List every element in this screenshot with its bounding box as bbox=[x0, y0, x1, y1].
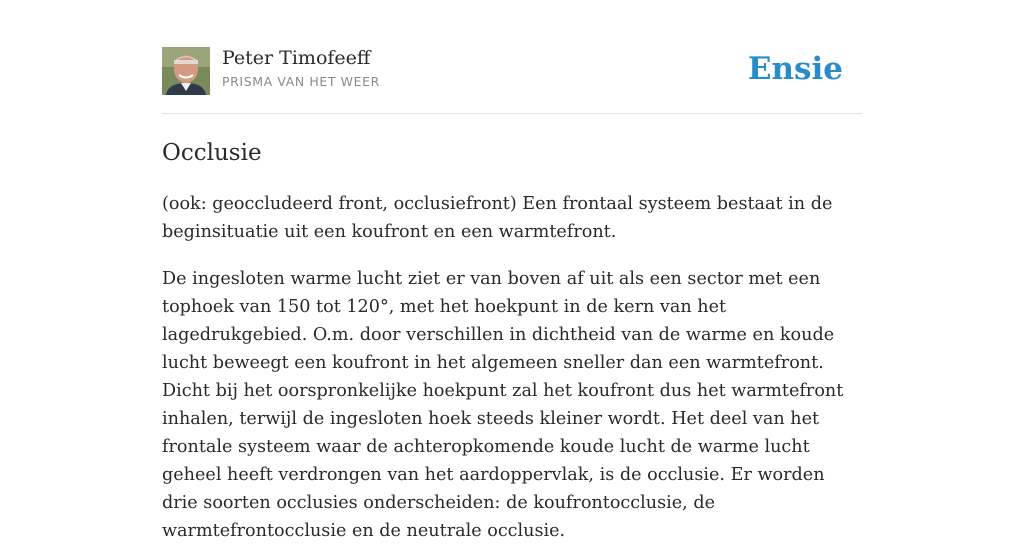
author-subtitle[interactable]: PRISMA VAN HET WEER bbox=[222, 74, 380, 89]
avatar[interactable] bbox=[162, 47, 210, 95]
content-column bbox=[162, 0, 862, 541]
article-paragraph: De ingesloten warme lucht ziet er van boven af uit als een sector met een tophoek van 150 tot 120°, met het hoekpunt in de kern van het lagedrukgebied. O.m. door verschillen in dichtheid van de warme en koude lucht beweegt een koufront in het algemeen sneller dan een warmtefront. Dicht bij het oorspronkelijke hoekpunt zal het koufront dus het warmtefront inhalen, terwijl de ingesloten hoek steeds kleiner wordt. Het deel van het frontale systeem waar de achteropkomende koude lucht de warme lucht geheel heeft verdrongen van het aardoppervlak, is de occlusie. Er worden drie soorten occlusies onderscheiden: de koufrontocclusie, de warmtefrontocclusie en de neutrale occlusie. bbox=[162, 269, 844, 541]
header bbox=[162, 0, 862, 114]
article-paragraph: (ook: geoccludeerd front, occlusiefront) Een frontaal systeem bestaat in de beginsituatie uit een koufront en een warmtefront. bbox=[162, 194, 833, 242]
brand-logo[interactable]: Ensie bbox=[747, 51, 843, 87]
author-name[interactable]: Peter Timofeeff bbox=[222, 47, 371, 69]
article-title: Occlusie bbox=[162, 140, 262, 166]
author-photo-icon bbox=[162, 47, 210, 95]
